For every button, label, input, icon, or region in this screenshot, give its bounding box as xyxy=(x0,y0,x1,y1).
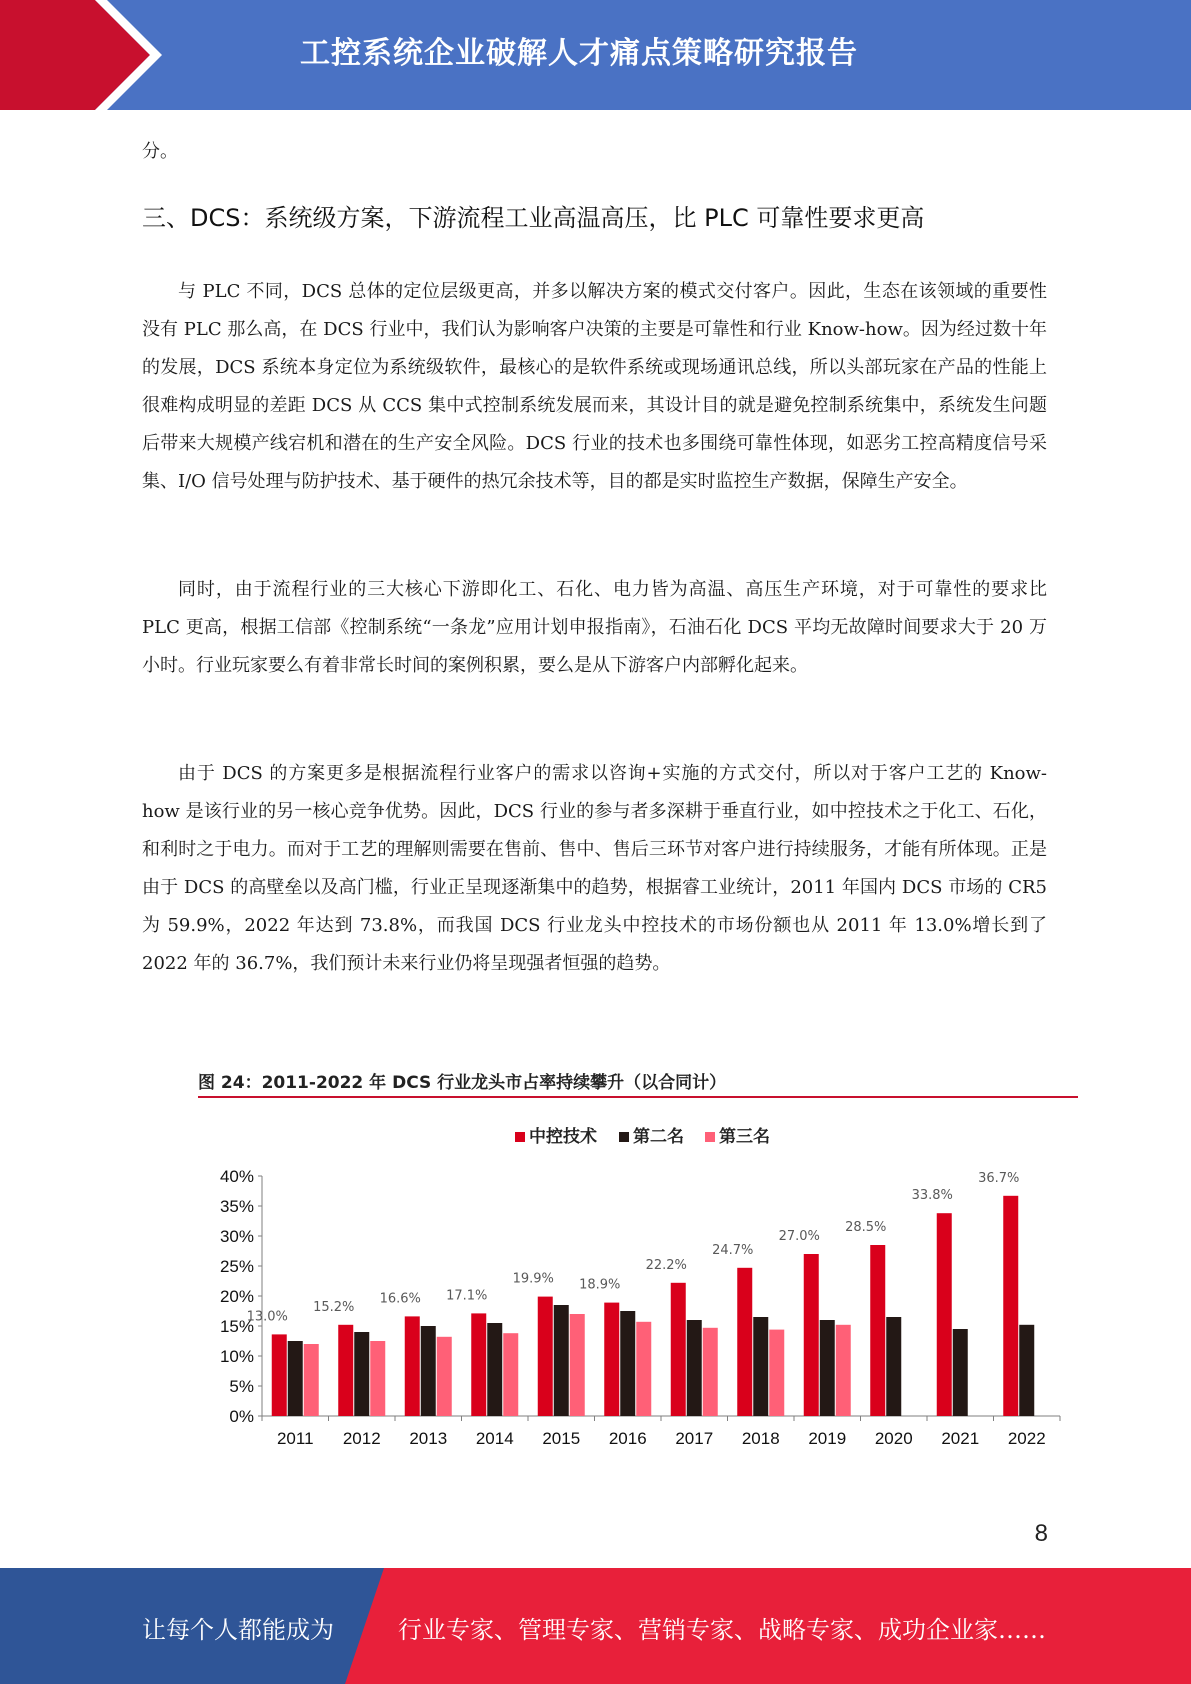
data-label-2019: 27.0% xyxy=(778,1229,820,1244)
page-number: 8 xyxy=(1034,1520,1048,1547)
bar-1-2014 xyxy=(487,1323,502,1416)
bar-0-2021 xyxy=(937,1213,952,1416)
bar-1-2013 xyxy=(421,1326,436,1416)
data-label-2017: 22.2% xyxy=(645,1257,687,1273)
x-tick-label-2021: 2021 xyxy=(941,1429,980,1448)
section-heading: 三、DCS：系统级方案，下游流程工业高温高压，比 PLC 可靠性要求更高 xyxy=(142,204,925,232)
legend-label-2: 第三名 xyxy=(719,1127,770,1147)
x-tick-label-2011: 2011 xyxy=(276,1429,314,1448)
bar-2-2012 xyxy=(370,1341,385,1416)
data-label-2018: 24.7% xyxy=(712,1242,754,1258)
bar-0-2012 xyxy=(338,1325,353,1416)
bar-0-2011 xyxy=(272,1334,287,1416)
lead-fragment: 分。 xyxy=(142,141,178,162)
data-label-2020: 28.5% xyxy=(845,1220,887,1235)
market-share-bar-chart xyxy=(190,1110,1090,1470)
bar-1-2016 xyxy=(620,1311,635,1416)
bar-0-2014 xyxy=(471,1313,486,1416)
y-tick-label-1: 5% xyxy=(229,1377,254,1396)
data-label-2014: 17.1% xyxy=(446,1288,488,1304)
data-label-2012: 15.2% xyxy=(313,1299,355,1315)
bar-0-2018 xyxy=(737,1268,752,1416)
y-tick-label-5: 25% xyxy=(219,1257,254,1276)
y-tick-label-7: 35% xyxy=(219,1197,254,1216)
bar-0-2019 xyxy=(804,1254,819,1416)
bar-1-2018 xyxy=(753,1317,768,1416)
x-tick-label-2015: 2015 xyxy=(542,1429,581,1448)
bar-2-2011 xyxy=(304,1344,319,1416)
header-arrow-decoration xyxy=(0,0,200,110)
bar-1-2020 xyxy=(886,1317,901,1416)
data-label-2022: 36.7% xyxy=(978,1170,1020,1186)
y-tick-label-6: 30% xyxy=(219,1227,254,1246)
figure-caption: 图 24：2011-2022 年 DCS 行业龙头市占率持续攀升（以合同计） xyxy=(198,1068,1078,1098)
bar-2-2013 xyxy=(437,1337,452,1416)
bar-0-2022 xyxy=(1003,1196,1018,1416)
x-tick-label-2020: 2020 xyxy=(874,1429,913,1448)
bar-2-2019 xyxy=(836,1325,851,1416)
bar-1-2021 xyxy=(953,1329,968,1416)
data-label-2013: 16.6% xyxy=(379,1291,421,1307)
paragraph-3: 由于 DCS 的方案更多是根据流程行业客户的需求以咨询+实施的方式交付，所以对于客户工艺的 Know-how 是该行业的另一核心竞争优势。因此，DCS 行业的参与者多深耕于垂直行业，如中控技术之于化工、石化，和利时之于电力。而对于工艺的理解则需要在售前、售中、售后三环节对客户进行持续服务，才能有所体现。正是由于 DCS 的高壁垒以及高门槛，行业正呈现逐渐集中的趋势，根据睿工业统计，2011 年国内 DCS 市场的 CR5 为 59.9%，2022 年达到 73.8%，而我国 DCS 行业龙头中控技术的市场份额也从 2011 年 13.0%增长到了 2022 年的 36.7%，我们预计未来行业仍将呈现强者恒强的趋势。 xyxy=(142,763,1047,974)
x-tick-label-2016: 2016 xyxy=(608,1429,647,1448)
legend-swatch-0 xyxy=(515,1132,525,1142)
bar-1-2015 xyxy=(554,1305,569,1416)
bar-0-2020 xyxy=(870,1245,885,1416)
data-label-2021: 33.8% xyxy=(911,1188,953,1204)
bar-0-2013 xyxy=(405,1316,420,1416)
footer-slogan-left: 让每个人都能成为 xyxy=(142,1616,334,1644)
bar-0-2016 xyxy=(604,1303,619,1416)
y-tick-label-8: 40% xyxy=(219,1167,254,1186)
paragraph-1: 与 PLC 不同，DCS 总体的定位层级更高，并多以解决方案的模式交付客户。因此，生态在该领域的重要性没有 PLC 那么高，在 DCS 行业中，我们认为影响客户决策的主要是可靠性和行业 Know-how。因为经过数十年的发展，DCS 系统本身定位为系统级软件，最核心的是软件系统或现场通讯总线，所以头部玩家在产品的性能上很难构成明显的差距 DCS 从 CCS 集中式控制系统发展而来，其设计目的就是避免控制系统集中，系统发生问题后带来大规模产线宕机和潜在的生产安全风险。DCS 行业的技术也多围绕可靠性体现，如恶劣工控高精度信号采集、I/O 信号处理与防护技术、基于硬件的热冗余技术等，目的都是实时监控生产数据，保障生产安全。 xyxy=(142,281,1047,492)
bar-1-2012 xyxy=(354,1332,369,1416)
bar-1-2022 xyxy=(1019,1325,1034,1416)
page-footer xyxy=(0,1568,1191,1684)
x-tick-label-2012: 2012 xyxy=(342,1429,381,1448)
legend-label-0: 中控技术 xyxy=(529,1127,597,1147)
data-label-2015: 19.9% xyxy=(512,1271,554,1287)
bar-2-2014 xyxy=(503,1333,518,1416)
page-header xyxy=(0,0,1191,110)
x-tick-label-2013: 2013 xyxy=(409,1429,448,1448)
data-label-2016: 18.9% xyxy=(579,1277,621,1293)
legend-swatch-2 xyxy=(705,1132,715,1142)
footer-slogan-right: 行业专家、管理专家、营销专家、战略专家、成功企业家…… xyxy=(398,1616,1046,1644)
y-tick-label-3: 15% xyxy=(219,1317,254,1336)
legend-label-1: 第二名 xyxy=(633,1127,684,1147)
bar-2-2016 xyxy=(636,1322,651,1416)
legend-swatch-1 xyxy=(619,1132,629,1142)
x-tick-label-2019: 2019 xyxy=(808,1429,847,1448)
x-tick-label-2017: 2017 xyxy=(675,1429,714,1448)
x-tick-label-2014: 2014 xyxy=(475,1429,514,1448)
y-tick-label-4: 20% xyxy=(219,1287,254,1306)
y-tick-label-2: 10% xyxy=(219,1347,254,1366)
paragraph-2: 同时，由于流程行业的三大核心下游即化工、石化、电力皆为高温、高压生产环境，对于可靠性的要求比 PLC 更高，根据工信部《控制系统“一条龙”应用计划申报指南》，石油石化 DCS 平均无故障时间要求大于 20 万小时。行业玩家要么有着非常长时间的案例积累，要么是从下游客户内部孵化起来。 xyxy=(142,579,1047,676)
x-tick-label-2018: 2018 xyxy=(741,1429,780,1448)
bar-2-2015 xyxy=(570,1314,585,1416)
data-label-2011: 13.0% xyxy=(246,1309,288,1325)
report-title: 工控系统企业破解人才痛点策略研究报告 xyxy=(300,36,858,71)
y-tick-label-0: 0% xyxy=(229,1407,254,1426)
bar-0-2015 xyxy=(538,1297,553,1416)
bar-1-2019 xyxy=(820,1320,835,1416)
bar-2-2018 xyxy=(769,1330,784,1416)
bar-1-2017 xyxy=(687,1320,702,1416)
bar-2-2017 xyxy=(703,1328,718,1416)
bar-0-2017 xyxy=(671,1283,686,1416)
bar-1-2011 xyxy=(288,1341,303,1416)
x-tick-label-2022: 2022 xyxy=(1007,1429,1046,1448)
